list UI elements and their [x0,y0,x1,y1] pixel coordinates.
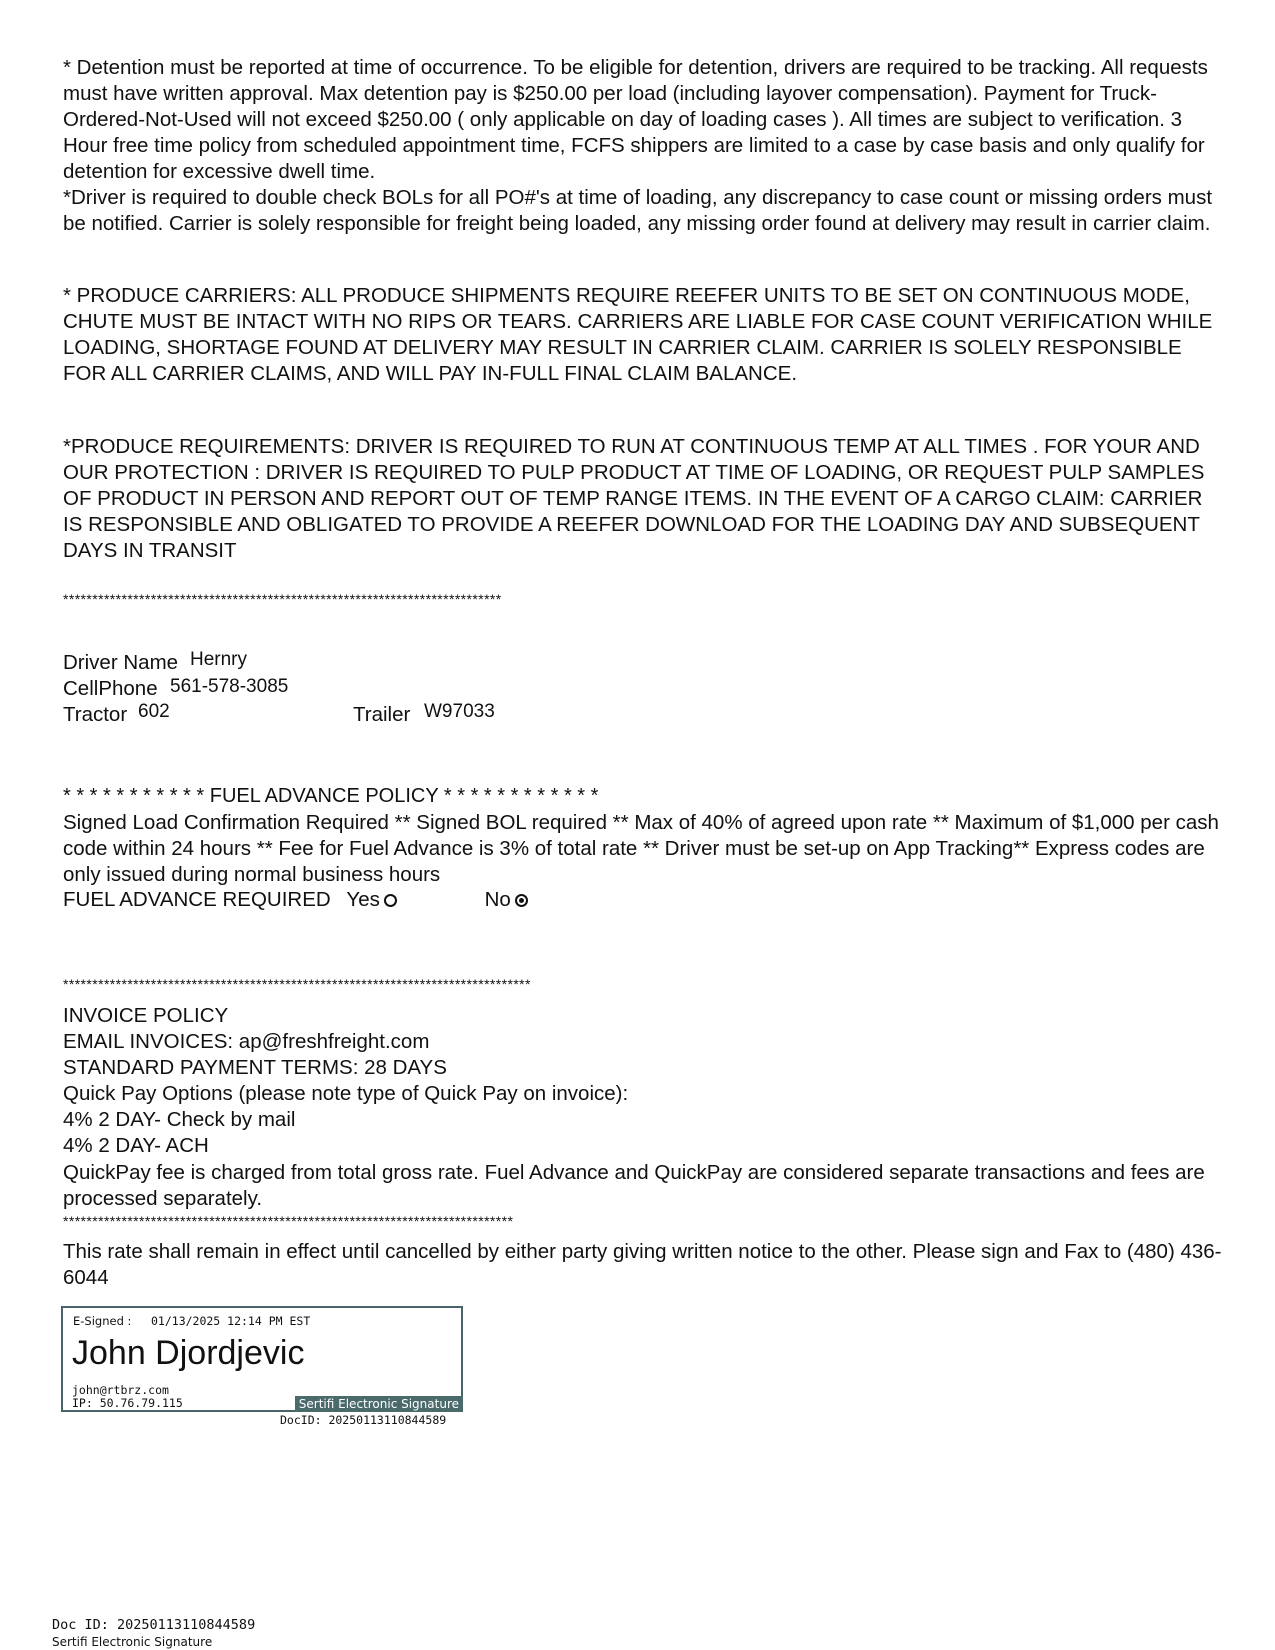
fuel-no-label: No [484,888,511,911]
produce-requirements-paragraph: *PRODUCE REQUIREMENTS: DRIVER IS REQUIRED TO RUN AT CONTINUOUS TEMP AT ALL TIMES . FOR YOUR AND OUR PROTECTION : DRIVER IS REQUIRED TO PULP PRODUCT AT TIME OF LOADING, OR REQUEST PULP SAMPLES OF PRODUCT IN PERSON AND REPORT OUT OF TEMP RANGE ITEMS. IN THE EVENT OF A CARGO CLAIM: CARRIER IS RESPONSIBLE AND OBLIGATED TO PROVIDE A REEFER DOWNLOAD FOR THE LOADING DAY AND SUBSEQUENT DAYS IN TRANSIT [63,435,1205,562]
footer-doc-id: Doc ID: 20250113110844589 [52,1617,256,1633]
fuel-advance-heading: * * * * * * * * * * * FUEL ADVANCE POLICY * * * * * * * * * * * * [63,785,599,807]
signature-provider-tag: Sertifi Electronic Signature [295,1396,463,1412]
separator-line: ******************************************************************************** [63,976,531,992]
quick-pay-fee-note: QuickPay fee is charged from total gross rate. Fuel Advance and QuickPay are considered separate transactions and fees are processed separately. [63,1161,1205,1210]
fuel-yes-radio[interactable] [384,894,397,907]
fuel-advance-required-label: FUEL ADVANCE REQUIRED [63,888,331,911]
rate-note: This rate shall remain in effect until cancelled by either party giving written notice to the other. Please sign and Fax to (480) 436-6044 [63,1240,1222,1289]
fuel-no-radio[interactable] [515,894,528,907]
quick-pay-option-1: 4% 2 DAY- Check by mail [63,1108,296,1131]
invoice-email: EMAIL INVOICES: ap@freshfreight.com [63,1030,430,1053]
quick-pay-option-2: 4% 2 DAY- ACH [63,1134,209,1157]
footer-provider: Sertifi Electronic Signature [52,1635,213,1649]
signature-doc-id: DocID: 20250113110844589 [280,1413,447,1427]
signer-ip: IP: 50.76.79.115 [72,1396,183,1410]
fuel-advance-required-row [63,888,528,912]
signer-name: John Djordjevic [72,1334,305,1372]
e-signature-box [61,1306,463,1412]
driver-name-value: Hernry [190,649,248,670]
e-signed-date: 01/13/2025 12:14 PM EST [151,1314,311,1328]
separator-line: *************************************************************************** [63,591,502,607]
detention-paragraph: * Detention must be reported at time of occurrence. To be eligible for detention, drivers are required to be tracking. All requests must have written approval. Max detention pay is $250.00 per load (including layover compensation). Payment for Truck-Ordered-Not-Used will not exceed $250.00 ( only applicable on day of loading cases ). All times are subject to verification. 3 Hour free time policy from scheduled appointment time, FCFS shippers are limited to a case by case basis and only qualify for detention for excessive dwell time. [63,56,1208,183]
fuel-yes-label: Yes [346,888,380,911]
signer-email: john@rtbrz.com [72,1383,169,1397]
e-signed-label: E-Signed : [73,1314,132,1328]
cellphone-label: CellPhone [63,677,158,700]
trailer-label: Trailer [353,703,411,726]
quick-pay-intro: Quick Pay Options (please note type of Quick Pay on invoice): [63,1082,629,1105]
cellphone-value: 561-578-3085 [170,676,289,697]
bol-check-paragraph: *Driver is required to double check BOLs for all PO#'s at time of loading, any discrepancy to case count or missing orders must be notified. Carrier is solely responsible for freight being loaded, any missing order found at delivery may result in carrier claim. [63,186,1213,235]
tractor-label: Tractor [63,703,128,726]
payment-terms: STANDARD PAYMENT TERMS: 28 DAYS [63,1056,447,1079]
tractor-value: 602 [138,701,170,722]
invoice-policy-heading: INVOICE POLICY [63,1004,229,1027]
fuel-advance-body: Signed Load Confirmation Required ** Signed BOL required ** Max of 40% of agreed upon rate ** Maximum of $1,000 per cash code within 24 hours ** Fee for Fuel Advance is 3% of total rate ** Driver must be set-up on App Tracking** Express codes are only issued during normal business hours [63,811,1219,886]
separator-line: ***************************************************************************** [63,1213,514,1229]
produce-carriers-paragraph: * PRODUCE CARRIERS: ALL PRODUCE SHIPMENTS REQUIRE REEFER UNITS TO BE SET ON CONTINUOUS MODE, CHUTE MUST BE INTACT WITH NO RIPS OR TEARS. CARRIERS ARE LIABLE FOR CASE COUNT VERIFICATION WHILE LOADING, SHORTAGE FOUND AT DELIVERY MAY RESULT IN CARRIER CLAIM. CARRIER IS SOLELY RESPONSIBLE FOR ALL CARRIER CLAIMS, AND WILL PAY IN-FULL FINAL CLAIM BALANCE. [63,284,1213,385]
driver-name-label: Driver Name [63,651,179,674]
trailer-value: W97033 [424,701,495,722]
